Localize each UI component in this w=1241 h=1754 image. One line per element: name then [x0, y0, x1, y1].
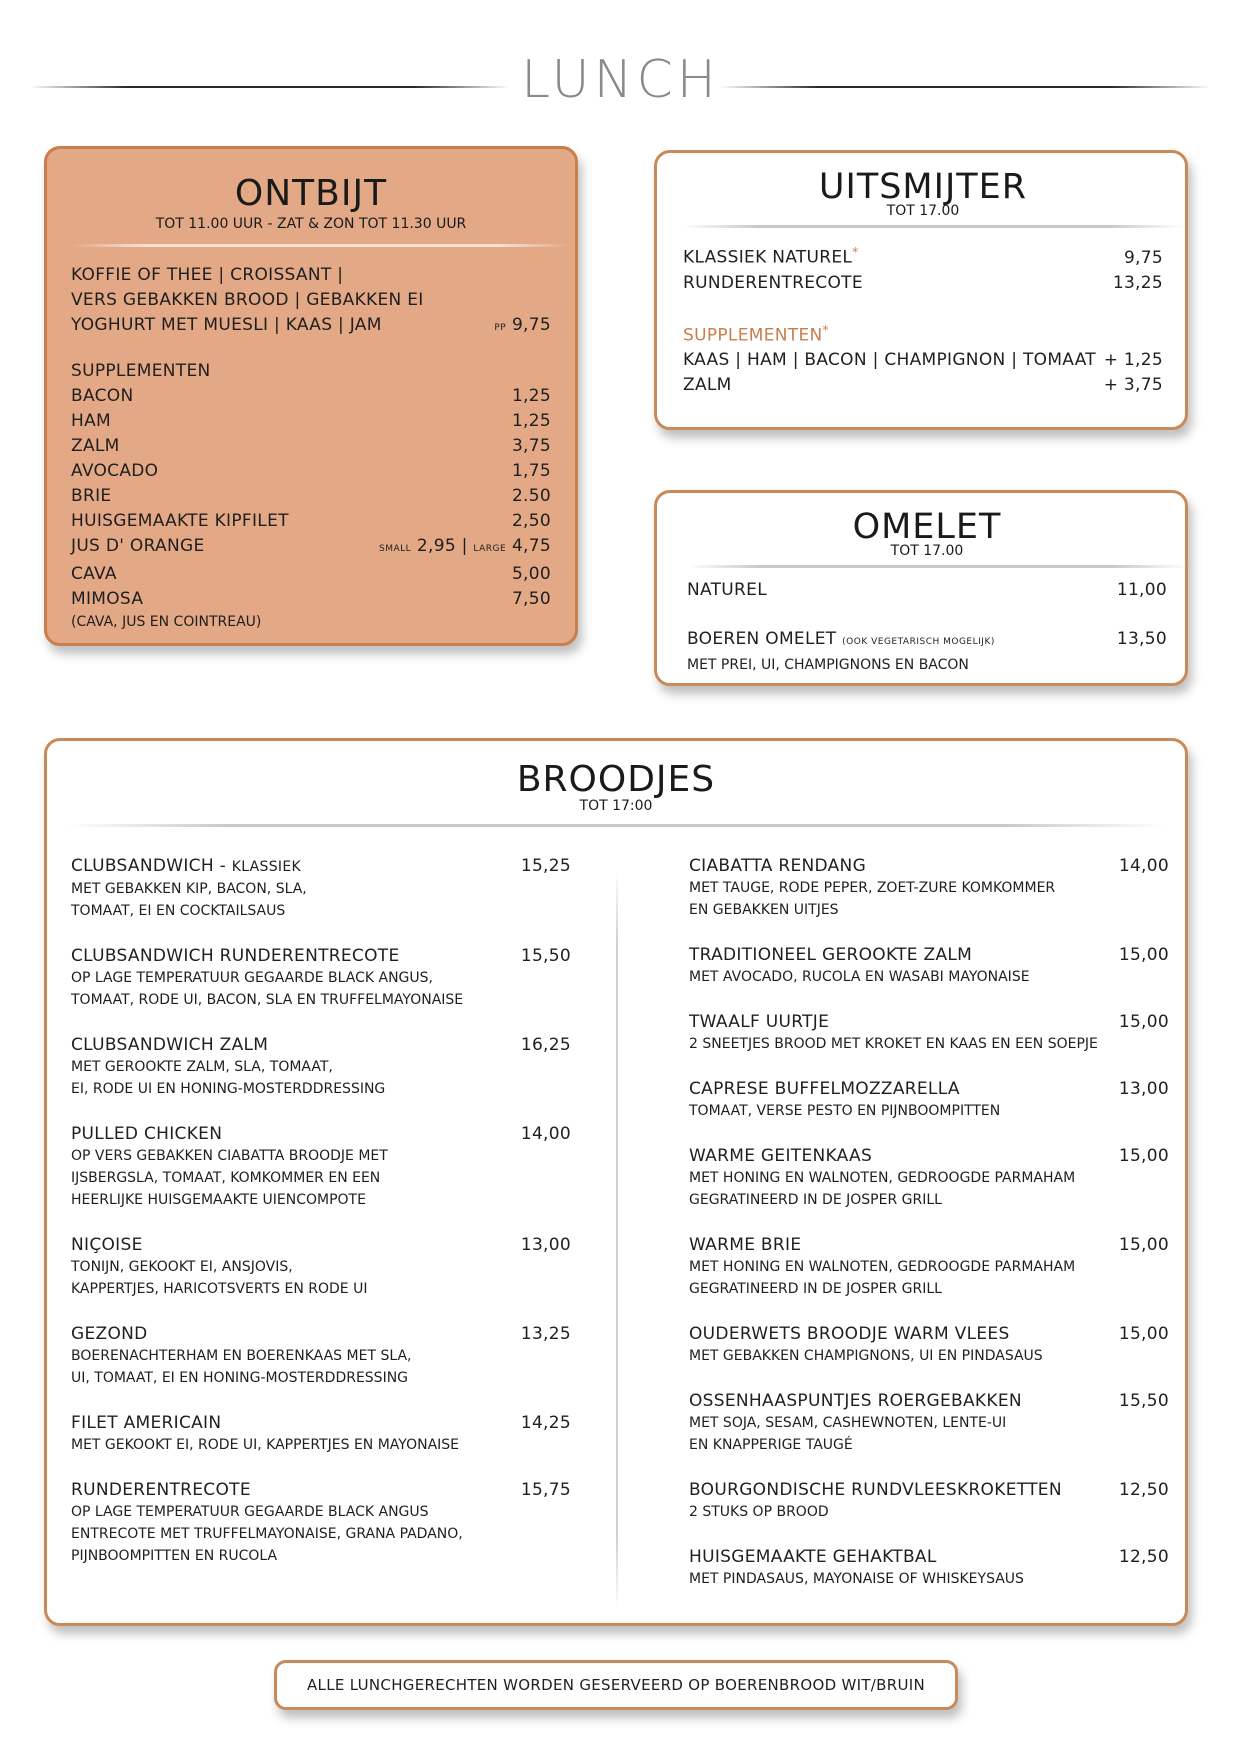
title-rule-right	[720, 86, 1210, 88]
footer-text: ALLE LUNCHGERECHTEN WORDEN GESERVEERD OP BOERENBROOD WIT/BRUIN	[306, 1676, 925, 1694]
uitsmijter-rule	[683, 225, 1183, 228]
broodjes-right-column	[689, 855, 1169, 1613]
omelet-panel	[654, 490, 1188, 686]
list-item: NIÇOISE 13,00 TONIJN, GEKOOKT EI, ANSJOVIS, KAPPERTJES, HARICOTSVERTS EN RODE UI	[71, 1235, 571, 1297]
list-item: NATUREL 11,00	[687, 580, 1167, 600]
ontbijt-panel	[44, 146, 578, 646]
broodjes-title: BROODJES	[516, 759, 716, 800]
list-item: KAAS | HAM | BACON | CHAMPIGNON | TOMAAT + 1,25	[683, 350, 1163, 371]
list-item: FILET AMERICAIN 14,25 MET GEKOOKT EI, RODE UI, KAPPERTJES EN MAYONAISE	[71, 1413, 571, 1453]
list-item: CLUBSANDWICH RUNDERENTRECOTE 15,50 OP LAGE TEMPERATUUR GEGAARDE BLACK ANGUS, TOMAAT, RODE UI, BACON, SLA EN TRUFFELMAYONAISE	[71, 946, 571, 1008]
list-item: AVOCADO 1,75	[71, 461, 551, 481]
list-item: RUNDERENTRECOTE 13,25	[683, 272, 1163, 293]
ontbijt-line-2: VERS GEBAKKEN BROOD | GEBAKKEN EI	[71, 290, 424, 310]
list-item: OUDERWETS BROODJE WARM VLEES 15,00 MET GEBAKKEN CHAMPIGNONS, UI EN PINDASAUS	[689, 1324, 1169, 1364]
list-item: MIMOSA 7,50	[71, 589, 551, 609]
list-item: PULLED CHICKEN 14,00 OP VERS GEBAKKEN CIABATTA BROODJE MET IJSBERGSLA, TOMAAT, KOMKOMMER EN EEN HEERLIJKE HUISGEMAAKTE UIENCOMPOTE	[71, 1124, 571, 1208]
list-item: CAVA 5,00	[71, 564, 551, 584]
ontbijt-subtitle: TOT 11.00 UUR - ZAT & ZON TOT 11.30 UUR	[155, 216, 467, 232]
ontbijt-deal	[71, 263, 551, 341]
list-item: ZALM + 3,75	[683, 375, 1163, 396]
ontbijt-supplements	[71, 359, 551, 632]
list-item: KLASSIEK NATUREL* 9,75	[683, 245, 1163, 268]
omelet-subtitle: TOT 17.00	[890, 543, 964, 559]
column-divider	[616, 870, 618, 1610]
ontbijt-price: 9,75	[511, 315, 551, 335]
list-item: OSSENHAASPUNTJES ROERGEBAKKEN 15,50 MET SOJA, SESAM, CASHEWNOTEN, LENTE-UI EN KNAPPERIGE TAUGÉ	[689, 1391, 1169, 1453]
list-item: WARME GEITENKAAS 15,00 MET HONING EN WALNOTEN, GEDROOGDE PARMAHAM GEGRATINEERD IN DE JOSPER GRILL	[689, 1146, 1169, 1208]
broodjes-left-column	[71, 855, 571, 1590]
uitsmijter-supplements-heading: SUPPLEMENTEN	[683, 325, 823, 346]
mimosa-note: (CAVA, JUS EN COINTREAU)	[71, 614, 262, 630]
ontbijt-title: ONTBIJT	[234, 173, 388, 214]
broodjes-rule	[66, 824, 1166, 827]
list-item: WARME BRIE 15,00 MET HONING EN WALNOTEN, GEDROOGDE PARMAHAM GEGRATINEERD IN DE JOSPER GRILL	[689, 1235, 1169, 1297]
list-item: GEZOND 13,25 BOERENACHTERHAM EN BOERENKAAS MET SLA, UI, TOMAAT, EI EN HONING-MOSTERDDRESSING	[71, 1324, 571, 1386]
list-item: CLUBSANDWICH ZALM 16,25 MET GEROOKTE ZALM, SLA, TOMAAT, EI, RODE UI EN HONING-MOSTERDDRESSING	[71, 1035, 571, 1097]
page-title: LUNCH	[521, 50, 720, 110]
list-item: CIABATTA RENDANG 14,00 MET TAUGE, RODE PEPER, ZOET-ZURE KOMKOMMER EN GEBAKKEN UITJES	[689, 856, 1169, 918]
omelet-title: OMELET	[852, 507, 1002, 547]
uitsmijter-subtitle: TOT 17.00	[886, 203, 960, 219]
uitsmijter-title: UITSMIJTER	[818, 167, 1028, 207]
list-item: TWAALF UURTJE 15,00 2 SNEETJES BROOD MET KROKET EN KAAS EN EEN SOEPJE	[689, 1012, 1169, 1052]
list-item: HUISGEMAAKTE KIPFILET 2,50	[71, 511, 551, 531]
list-item: CLUBSANDWICH - KLASSIEK 15,25 MET GEBAKKEN KIP, BACON, SLA, TOMAAT, EI EN COCKTAILSAUS	[71, 856, 571, 919]
list-item: HUISGEMAAKTE GEHAKTBAL 12,50 MET PINDASAUS, MAYONAISE OF WHISKEYSAUS	[689, 1547, 1169, 1587]
omelet-desc: MET PREI, UI, CHAMPIGNONS EN BACON	[687, 657, 969, 673]
list-item: RUNDERENTRECOTE 15,75 OP LAGE TEMPERATUUR GEGAARDE BLACK ANGUS ENTRECOTE MET TRUFFELMAYONAISE, GRANA PADANO, PIJNBOOMPITTEN EN RUCOLA	[71, 1480, 571, 1564]
ontbijt-price-prefix: PP	[494, 323, 507, 333]
uitsmijter-panel: UITSMIJTER TOT 17.00 KLASSIEK NATUREL* 9,75 RUNDERENTRECOTE 13,25 SUPPLEMENTEN* KAAS | HAM | BACON | CHAMPIGNON | TOMAAT + 1,25 ZALM + 3,75	[654, 150, 1188, 430]
ontbijt-supplements-heading: SUPPLEMENTEN	[71, 361, 211, 381]
omelet-rule	[687, 565, 1187, 568]
ontbijt-line-3: YOGHURT MET MUESLI | KAAS | JAM	[71, 315, 382, 335]
footer-banner	[274, 1660, 958, 1710]
list-item: BRIE 2.50	[71, 486, 551, 506]
ontbijt-line-1: KOFFIE OF THEE | CROISSANT |	[71, 265, 344, 285]
ontbijt-rule	[71, 244, 571, 247]
list-item: BACON 1,25	[71, 386, 551, 406]
list-item: BOURGONDISCHE RUNDVLEESKROKETTEN 12,50 2 STUKS OP BROOD	[689, 1480, 1169, 1520]
list-item: TRADITIONEEL GEROOKTE ZALM 15,00 MET AVOCADO, RUCOLA EN WASABI MAYONAISE	[689, 945, 1169, 985]
list-item: CAPRESE BUFFELMOZZARELLA 13,00 TOMAAT, VERSE PESTO EN PIJNBOOMPITTEN	[689, 1079, 1169, 1119]
list-item: BOEREN OMELET (OOK VEGETARISCH MOGELIJK) 13,50	[687, 629, 1167, 649]
list-item-jus: JUS D' ORANGE SMALL 2,95 | LARGE 4,75	[71, 536, 551, 556]
list-item: HAM 1,25	[71, 411, 551, 431]
list-item: ZALM 3,75	[71, 436, 551, 456]
broodjes-subtitle: TOT 17:00	[579, 798, 653, 814]
